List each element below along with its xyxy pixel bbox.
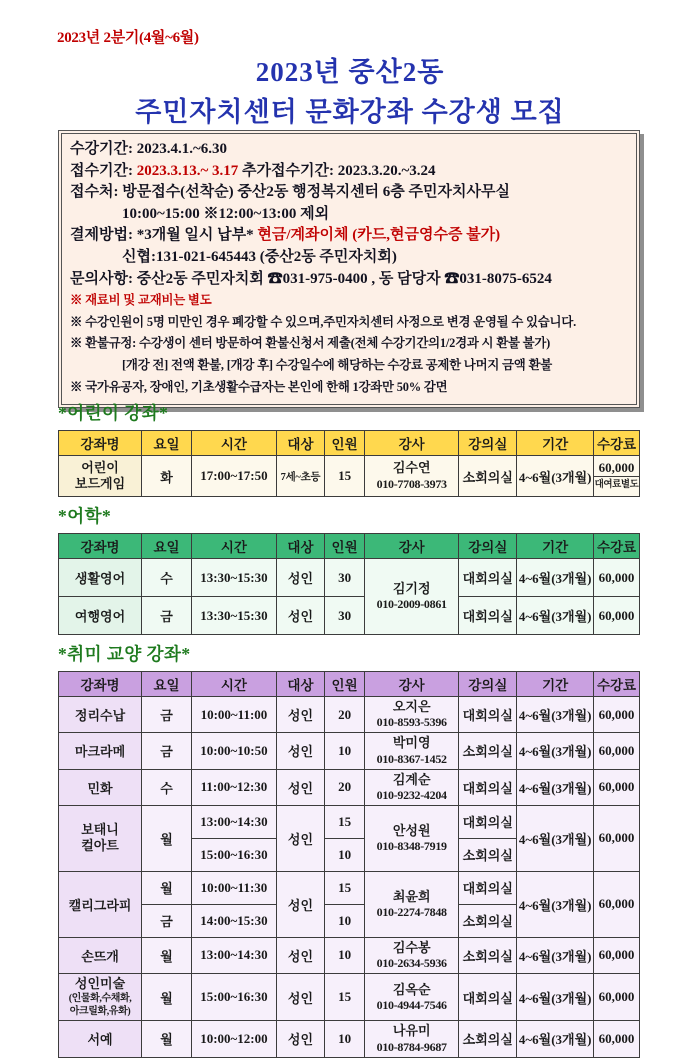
cell-line: 010-8784-9687 xyxy=(376,1039,447,1054)
cell-line: 보태니 xyxy=(81,822,119,837)
table-cell: 17:00~17:50 xyxy=(192,456,277,497)
table-cell: 금 xyxy=(142,733,192,769)
table-row xyxy=(59,456,640,497)
table-cell: 캘리그라피 xyxy=(59,871,142,937)
notice-text-red: 현금/계좌이체 (카드,현금영수증 불가) xyxy=(257,227,501,244)
page-title-line1: 2023년 중산2동 xyxy=(255,57,445,87)
table-cell: 10 xyxy=(325,904,365,937)
notice-text: 결제방법: *3개월 일시 납부* xyxy=(70,227,258,244)
column-header: 강의실 xyxy=(459,534,517,559)
table-cell: 13:30~15:30 xyxy=(192,597,277,635)
cell-line: 최윤희 xyxy=(392,888,431,904)
cell-line: 김계순 xyxy=(392,771,431,787)
column-header: 강좌명 xyxy=(59,534,142,559)
table-cell: 15:00~16:30 xyxy=(192,838,277,871)
table-cell: 60,000 xyxy=(594,697,640,733)
table-cell: 소회의실 xyxy=(459,1021,517,1057)
table-cell: 13:00~14:30 xyxy=(192,805,277,838)
column-header: 강사 xyxy=(365,534,459,559)
table-cell: 성인 xyxy=(276,697,324,733)
table-cell xyxy=(365,871,459,937)
table-cell: 4~6월(3개월) xyxy=(517,937,594,973)
table-cell: 4~6월(3개월) xyxy=(517,871,594,937)
table-cell: 금 xyxy=(142,597,192,635)
table-cell: 4~6월(3개월) xyxy=(517,733,594,769)
table-cell xyxy=(365,733,459,769)
cell-line: 아크릴화,유화) xyxy=(69,1006,131,1018)
column-header: 요일 xyxy=(142,534,192,559)
cell-line: 010-2009-0861 xyxy=(376,597,447,612)
table-cell: 10:00~12:00 xyxy=(192,1021,277,1057)
table-cell xyxy=(365,697,459,733)
column-header: 시간 xyxy=(192,534,277,559)
table-cell: 대회의실 xyxy=(459,871,517,904)
table-row xyxy=(59,597,640,635)
column-header: 강의실 xyxy=(459,672,517,697)
column-header: 기간 xyxy=(517,534,594,559)
table-cell: 손뜨개 xyxy=(59,937,142,973)
table-cell: 4~6월(3개월) xyxy=(517,769,594,805)
cell-line: 김옥순 xyxy=(392,981,431,997)
notice-line xyxy=(70,333,628,355)
table-cell: 대회의실 xyxy=(459,697,517,733)
fee-line: 60,000 xyxy=(594,459,639,477)
table-cell xyxy=(365,805,459,871)
notice-text-red: 2023.3.13.~ 3.17 xyxy=(136,162,239,179)
table-cell xyxy=(59,456,142,497)
header-row xyxy=(59,431,640,456)
table-row xyxy=(59,937,640,973)
table-cell: 60,000 xyxy=(594,559,640,597)
column-header: 강의실 xyxy=(459,431,517,456)
table-cell: 13:30~15:30 xyxy=(192,559,277,597)
table-cell: 7세~초등 xyxy=(276,456,324,497)
table-cell: 월 xyxy=(142,1021,192,1057)
table-cell: 10 xyxy=(325,937,365,973)
table-cell: 4~6월(3개월) xyxy=(517,597,594,635)
cell-line: 안성원 xyxy=(392,822,431,838)
cell-line: 010-9232-4204 xyxy=(376,787,447,802)
table-cell: 10:00~11:30 xyxy=(192,871,277,904)
notice-text: [개강 전] 전액 환불, [개강 후] 수강일수에 해당하는 수강료 공제한 나머지 금액 환불 xyxy=(122,357,552,372)
table-cell: 10 xyxy=(325,733,365,769)
class-table-purple xyxy=(58,671,640,1058)
column-header: 인원 xyxy=(325,672,365,697)
cell-line: 어린이 xyxy=(81,459,119,475)
notice-text: 접수기간: xyxy=(70,162,137,179)
cell-line: 010-7708-3973 xyxy=(376,476,447,491)
cell-line: 보드게임 xyxy=(74,476,126,491)
notice-text: 수강기간: 2023.4.1.~6.30 xyxy=(70,141,228,157)
cell-line: 나유미 xyxy=(392,1023,431,1039)
table-cell: 대회의실 xyxy=(459,769,517,805)
notice-text: ※ 수강인원이 5명 미만인 경우 폐강할 수 있으며,주민자치센터 사정으로 변경 운영될 수 있습니다. xyxy=(70,314,576,329)
table-cell: 14:00~15:30 xyxy=(192,904,277,937)
table-row xyxy=(59,974,640,1021)
table-cell: 대회의실 xyxy=(459,597,517,635)
table-cell: 성인 xyxy=(276,1021,324,1057)
table-cell: 60,000 xyxy=(594,871,640,937)
table-cell: 마크라메 xyxy=(59,733,142,769)
table-cell: 15 xyxy=(325,805,365,838)
cell-line: 김기정 xyxy=(392,580,431,596)
column-header: 수강료 xyxy=(594,431,640,456)
notice-text: ※ 국가유공자, 장애인, 기초생활수급자는 본인에 한해 1강좌만 50% 감면 xyxy=(70,379,448,394)
table-cell: 4~6월(3개월) xyxy=(517,1021,594,1057)
table-cell: 4~6월(3개월) xyxy=(517,974,594,1021)
table-cell: 소회의실 xyxy=(459,456,517,497)
table-cell: 성인 xyxy=(276,937,324,973)
table-cell: 성인 xyxy=(276,805,324,871)
table-row xyxy=(59,805,640,838)
notice-line xyxy=(70,269,628,291)
table-cell: 20 xyxy=(325,697,365,733)
table-cell: 서예 xyxy=(59,1021,142,1057)
cell-line: 오지은 xyxy=(392,699,431,714)
table-cell xyxy=(365,769,459,805)
column-header: 수강료 xyxy=(594,534,640,559)
section-heading: *어린이 강좌* xyxy=(58,403,169,423)
table-cell: 대회의실 xyxy=(459,805,517,838)
class-table-yellow xyxy=(58,430,640,497)
table-cell: 4~6월(3개월) xyxy=(517,559,594,597)
table-cell: 11:00~12:30 xyxy=(192,769,277,805)
cell-line: 010-8593-5396 xyxy=(376,715,447,730)
table-cell: 10 xyxy=(325,1021,365,1057)
column-header: 시간 xyxy=(192,672,277,697)
table-cell: 정리수납 xyxy=(59,697,142,733)
cell-line: 김수봉 xyxy=(392,939,431,955)
table-cell: 여행영어 xyxy=(59,597,142,635)
header-row xyxy=(59,672,640,697)
table-cell: 10:00~10:50 xyxy=(192,733,277,769)
column-header: 기간 xyxy=(517,431,594,456)
column-header: 대상 xyxy=(276,672,324,697)
table-cell: 소회의실 xyxy=(459,904,517,937)
notice-text: ※ 환불규정: 수강생이 센터 방문하여 환불신청서 제출(전체 수강기간의1/2경과 시 환불 불가) xyxy=(70,336,551,351)
cell-line: 김수연 xyxy=(392,460,431,476)
table-cell: 성인 xyxy=(276,559,324,597)
table-cell: 15 xyxy=(325,871,365,904)
table-cell: 60,000 xyxy=(594,733,640,769)
notice-text: 문의사항: 중산2동 주민자치회 ☎031-975-0400 , 동 담당자 ☎031-8075-6524 xyxy=(70,270,552,287)
cell-line: 010-2274-7848 xyxy=(376,904,447,919)
notice-text: 접수처: 방문접수(선착순) 중산2동 행정복지센터 6층 주민자치사무실 xyxy=(70,184,510,201)
column-header: 인원 xyxy=(325,534,365,559)
section-heading: *취미 교양 강좌* xyxy=(58,644,191,664)
table-cell: 월 xyxy=(142,937,192,973)
column-header: 수강료 xyxy=(594,672,640,697)
column-header: 강사 xyxy=(365,672,459,697)
cell-line: 박미영 xyxy=(392,735,431,751)
page-title-line2: 주민자치센터 문화강좌 수강생 모집 xyxy=(135,97,565,127)
column-header: 인원 xyxy=(325,431,365,456)
table-cell: 소회의실 xyxy=(459,838,517,871)
table-cell xyxy=(59,974,142,1021)
table-cell xyxy=(365,559,459,635)
table-cell: 15 xyxy=(325,974,365,1021)
class-table-green xyxy=(58,533,640,635)
table-cell: 15 xyxy=(325,456,365,497)
column-header: 강좌명 xyxy=(59,431,142,456)
header-row xyxy=(59,534,640,559)
notice-line xyxy=(70,290,628,312)
table-cell: 성인 xyxy=(276,974,324,1021)
cell-line: 010-2634-5936 xyxy=(376,956,447,970)
table-cell: 30 xyxy=(325,597,365,635)
notice-text: 10:00~15:00 ※12:00~13:00 제외 xyxy=(122,205,330,222)
table-cell: 수 xyxy=(142,559,192,597)
notice-line xyxy=(70,182,628,204)
table-cell: 수 xyxy=(142,769,192,805)
cell-line: 성인미술 xyxy=(74,976,126,991)
notice-line xyxy=(70,312,628,334)
table-cell: 화 xyxy=(142,456,192,497)
table-row xyxy=(59,733,640,769)
table-cell: 13:00~14:30 xyxy=(192,937,277,973)
table-row xyxy=(59,871,640,904)
table-row xyxy=(59,697,640,733)
notice-line xyxy=(70,204,628,226)
notice-line xyxy=(70,247,628,269)
cell-line: 010-8367-1452 xyxy=(376,751,447,766)
table-cell: 60,000 xyxy=(594,597,640,635)
notice-line xyxy=(70,161,628,183)
cell-line: 010-8348-7919 xyxy=(376,838,447,853)
table-cell: 15:00~16:30 xyxy=(192,974,277,1021)
notice-line xyxy=(70,139,628,161)
table-cell: 60,000 xyxy=(594,974,640,1021)
table-cell: 대회의실 xyxy=(459,559,517,597)
column-header: 시간 xyxy=(192,431,277,456)
notice-box xyxy=(58,130,640,408)
table-cell: 60,000 xyxy=(594,769,640,805)
table-cell: 60,000 xyxy=(594,937,640,973)
table-cell: 성인 xyxy=(276,769,324,805)
notice-line xyxy=(70,355,628,377)
table-cell: 성인 xyxy=(276,871,324,937)
notice-text: 추가접수기간: 2023.3.20.~3.24 xyxy=(238,162,436,179)
column-header: 대상 xyxy=(276,431,324,456)
column-header: 요일 xyxy=(142,672,192,697)
table-cell: 4~6월(3개월) xyxy=(517,697,594,733)
table-cell: 월 xyxy=(142,871,192,904)
column-header: 대상 xyxy=(276,534,324,559)
column-header: 강좌명 xyxy=(59,672,142,697)
table-cell: 금 xyxy=(142,697,192,733)
table-cell xyxy=(365,974,459,1021)
table-cell: 10 xyxy=(325,838,365,871)
table-cell: 생활영어 xyxy=(59,559,142,597)
table-cell: 4~6월(3개월) xyxy=(517,805,594,871)
sections xyxy=(58,394,640,1062)
table-cell: 30 xyxy=(325,559,365,597)
table-cell: 민화 xyxy=(59,769,142,805)
column-header: 기간 xyxy=(517,672,594,697)
column-header: 요일 xyxy=(142,431,192,456)
table-cell: 월 xyxy=(142,974,192,1021)
cell-line: 컬아트 xyxy=(81,838,119,854)
table-cell xyxy=(59,805,142,871)
table-cell: 20 xyxy=(325,769,365,805)
table-cell xyxy=(365,456,459,497)
table-cell: 대회의실 xyxy=(459,974,517,1021)
notice-text-red: ※ 재료비 및 교재비는 별도 xyxy=(70,293,212,308)
table-cell: 성인 xyxy=(276,597,324,635)
table-cell: 금 xyxy=(142,904,192,937)
table-row xyxy=(59,769,640,805)
section-heading: *어학* xyxy=(58,506,112,526)
table-cell xyxy=(365,1021,459,1057)
table-cell: 60,000 xyxy=(594,1021,640,1057)
table-cell: 60,000 xyxy=(594,805,640,871)
quarter-label: 2023년 2분기(4월~6월) xyxy=(57,30,199,46)
table-cell: 소회의실 xyxy=(459,733,517,769)
table-cell xyxy=(594,456,640,497)
table-row xyxy=(59,1021,640,1057)
notice-text: 신협:131-021-645443 (중산2동 주민자치회) xyxy=(122,248,397,265)
table-cell: 10:00~11:00 xyxy=(192,697,277,733)
cell-line: 010-4944-7546 xyxy=(376,997,447,1012)
table-row xyxy=(59,559,640,597)
notice-line xyxy=(70,225,628,247)
table-cell: 소회의실 xyxy=(459,937,517,973)
fee-line: 대여료별도 xyxy=(594,479,639,490)
table-cell: 월 xyxy=(142,805,192,871)
cell-line: (인물화,수채화, xyxy=(68,993,132,1005)
table-cell: 성인 xyxy=(276,733,324,769)
column-header: 강사 xyxy=(365,431,459,456)
table-cell: 4~6월(3개월) xyxy=(517,456,594,497)
table-cell xyxy=(365,937,459,973)
